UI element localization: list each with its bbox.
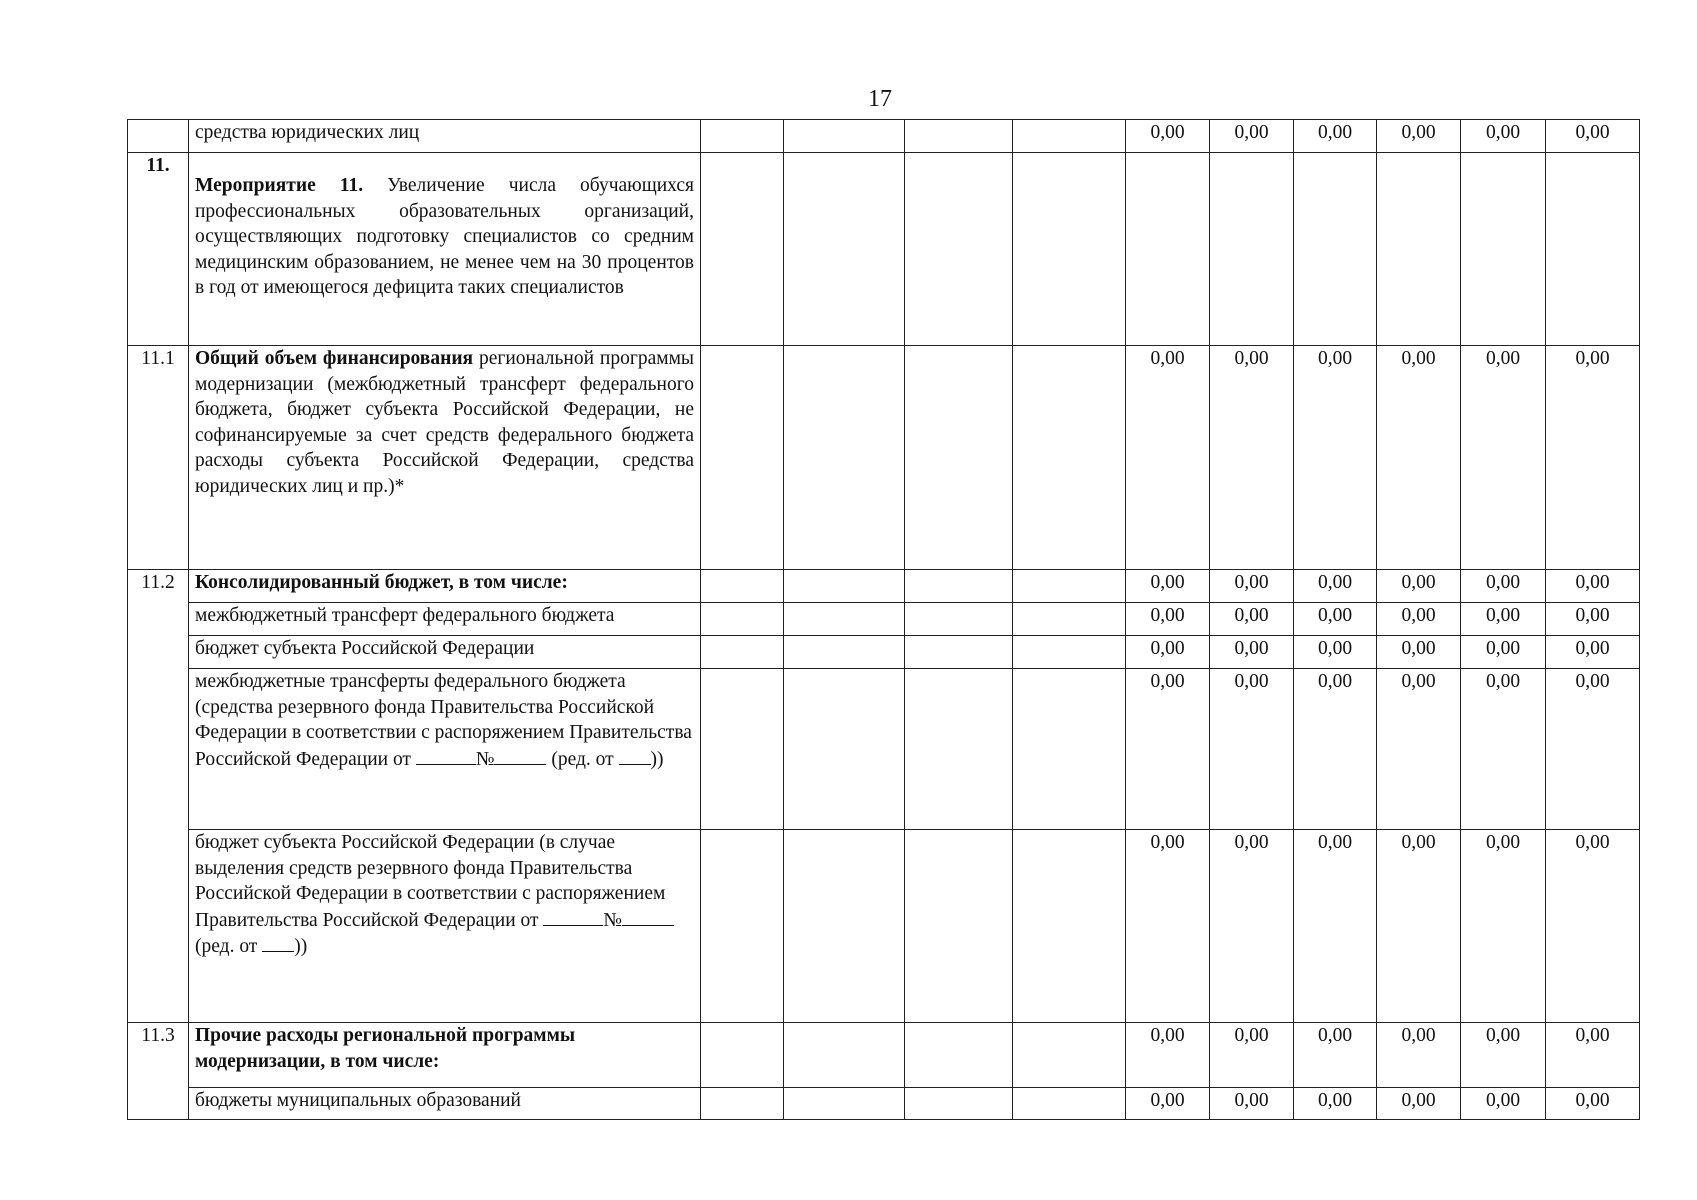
measure-description: Увеличение числа обучающихся профессиональных образовательных организаций, осуществляющих подготовку специалистов со средним медицинским образованием, не менее чем на 30 процентов в год от имеющегося дефицита таких специалистов bbox=[195, 175, 694, 298]
value-cell: 0,00 bbox=[1210, 1088, 1294, 1120]
value-cell: 0,00 bbox=[1294, 636, 1377, 669]
row-number: 11.2 bbox=[128, 570, 189, 1023]
row-label: бюджет субъекта Российской Федерации bbox=[189, 636, 701, 669]
value-cell: 0,00 bbox=[1377, 1088, 1461, 1120]
table-row bbox=[128, 570, 1640, 603]
table-row bbox=[128, 346, 1640, 570]
row-label-text: региональной программы модернизации (межбюджетный трансферт федерального бюджета, бюджет субъекта Российской Федерации, не софинансируемые за счет средств федерального бюджета расходы субъекта Российской Федерации, средства юридических лиц и пр.)* bbox=[195, 348, 695, 497]
value-cell: 0,00 bbox=[1126, 830, 1210, 1023]
table-row bbox=[128, 153, 1640, 346]
row-number: 11. bbox=[128, 153, 189, 346]
row-label: межбюджетные трансферты федерального бюджета (средства резервного фонда Правительства Российской Федерации в соответствии с распоряжением Правительства Российской Федерации от № (ред. от )) bbox=[189, 669, 701, 830]
value-cell: 0,00 bbox=[1546, 603, 1640, 636]
value-cell: 0,00 bbox=[1461, 636, 1546, 669]
value-cell: 0,00 bbox=[1546, 830, 1640, 1023]
table-row bbox=[128, 603, 1640, 636]
value-cell: 0,00 bbox=[1461, 669, 1546, 830]
value-cell: 0,00 bbox=[1461, 570, 1546, 603]
value-cell: 0,00 bbox=[1546, 636, 1640, 669]
value-cell: 0,00 bbox=[1294, 669, 1377, 830]
value-cell: 0,00 bbox=[1294, 570, 1377, 603]
row-label: межбюджетный трансферт федерального бюджета bbox=[189, 603, 701, 636]
row-label bbox=[189, 153, 701, 346]
row-number: 11.1 bbox=[128, 346, 189, 570]
row-number: 11.3 bbox=[128, 1023, 189, 1120]
table-row bbox=[128, 120, 1640, 153]
value-cell: 0,00 bbox=[1210, 603, 1294, 636]
value-cell: 0,00 bbox=[1126, 669, 1210, 830]
row-label: бюджет субъекта Российской Федерации (в случае выделения средств резервного фонда Правительства Российской Федерации в соответствии с распоряжением Правительства Российской Федерации от № (ред. от )) bbox=[189, 830, 701, 1023]
table-row bbox=[128, 830, 1640, 1023]
row-label: Прочие расходы региональной программы модернизации, в том числе: bbox=[189, 1023, 701, 1088]
value-cell: 0,00 bbox=[1461, 120, 1546, 153]
value-cell: 0,00 bbox=[1461, 1088, 1546, 1120]
value-cell: 0,00 bbox=[1546, 570, 1640, 603]
table-row bbox=[128, 636, 1640, 669]
value-cell: 0,00 bbox=[1377, 830, 1461, 1023]
value-cell: 0,00 bbox=[1126, 346, 1210, 570]
value-cell: 0,00 bbox=[1210, 570, 1294, 603]
value-cell: 0,00 bbox=[1546, 120, 1640, 153]
value-cell: 0,00 bbox=[1294, 1023, 1377, 1088]
value-cell: 0,00 bbox=[1546, 1023, 1640, 1088]
blank-underline bbox=[619, 746, 651, 765]
value-cell: 0,00 bbox=[1210, 346, 1294, 570]
blank-underline bbox=[543, 907, 603, 926]
blank-underline bbox=[262, 933, 294, 952]
value-cell: 0,00 bbox=[1377, 1023, 1461, 1088]
value-cell: 0,00 bbox=[1126, 603, 1210, 636]
blank-underline bbox=[622, 907, 674, 926]
row-label-bold: Общий объем финансирования bbox=[195, 348, 474, 369]
row-label: бюджеты муниципальных образований bbox=[189, 1088, 701, 1120]
value-cell: 0,00 bbox=[1377, 669, 1461, 830]
value-cell: 0,00 bbox=[1210, 830, 1294, 1023]
value-cell: 0,00 bbox=[1546, 1088, 1640, 1120]
financing-table bbox=[127, 119, 1640, 1120]
value-cell: 0,00 bbox=[1461, 346, 1546, 570]
value-cell: 0,00 bbox=[1210, 669, 1294, 830]
value-cell: 0,00 bbox=[1461, 603, 1546, 636]
value-cell: 0,00 bbox=[1126, 120, 1210, 153]
value-cell: 0,00 bbox=[1210, 1023, 1294, 1088]
row-label: средства юридических лиц bbox=[189, 120, 701, 153]
blank-underline bbox=[494, 746, 546, 765]
value-cell: 0,00 bbox=[1546, 669, 1640, 830]
value-cell: 0,00 bbox=[1294, 830, 1377, 1023]
table-row bbox=[128, 1088, 1640, 1120]
value-cell: 0,00 bbox=[1461, 1023, 1546, 1088]
value-cell: 0,00 bbox=[1210, 120, 1294, 153]
measure-title: Мероприятие 11. bbox=[195, 175, 364, 196]
value-cell: 0,00 bbox=[1210, 636, 1294, 669]
value-cell: 0,00 bbox=[1294, 346, 1377, 570]
value-cell: 0,00 bbox=[1126, 570, 1210, 603]
row-label: Консолидированный бюджет, в том числе: bbox=[189, 570, 701, 603]
value-cell: 0,00 bbox=[1126, 636, 1210, 669]
page-number: 17 bbox=[868, 86, 892, 112]
table-row bbox=[128, 1023, 1640, 1088]
value-cell: 0,00 bbox=[1461, 830, 1546, 1023]
value-cell: 0,00 bbox=[1126, 1023, 1210, 1088]
value-cell: 0,00 bbox=[1377, 636, 1461, 669]
value-cell: 0,00 bbox=[1546, 346, 1640, 570]
value-cell: 0,00 bbox=[1377, 120, 1461, 153]
value-cell: 0,00 bbox=[1294, 603, 1377, 636]
value-cell: 0,00 bbox=[1294, 120, 1377, 153]
value-cell: 0,00 bbox=[1377, 346, 1461, 570]
row-number-cell bbox=[128, 120, 189, 153]
blank-underline bbox=[416, 746, 476, 765]
value-cell: 0,00 bbox=[1377, 570, 1461, 603]
table-row bbox=[128, 669, 1640, 830]
value-cell: 0,00 bbox=[1294, 1088, 1377, 1120]
row-label bbox=[189, 346, 701, 570]
value-cell: 0,00 bbox=[1126, 1088, 1210, 1120]
value-cell: 0,00 bbox=[1377, 603, 1461, 636]
